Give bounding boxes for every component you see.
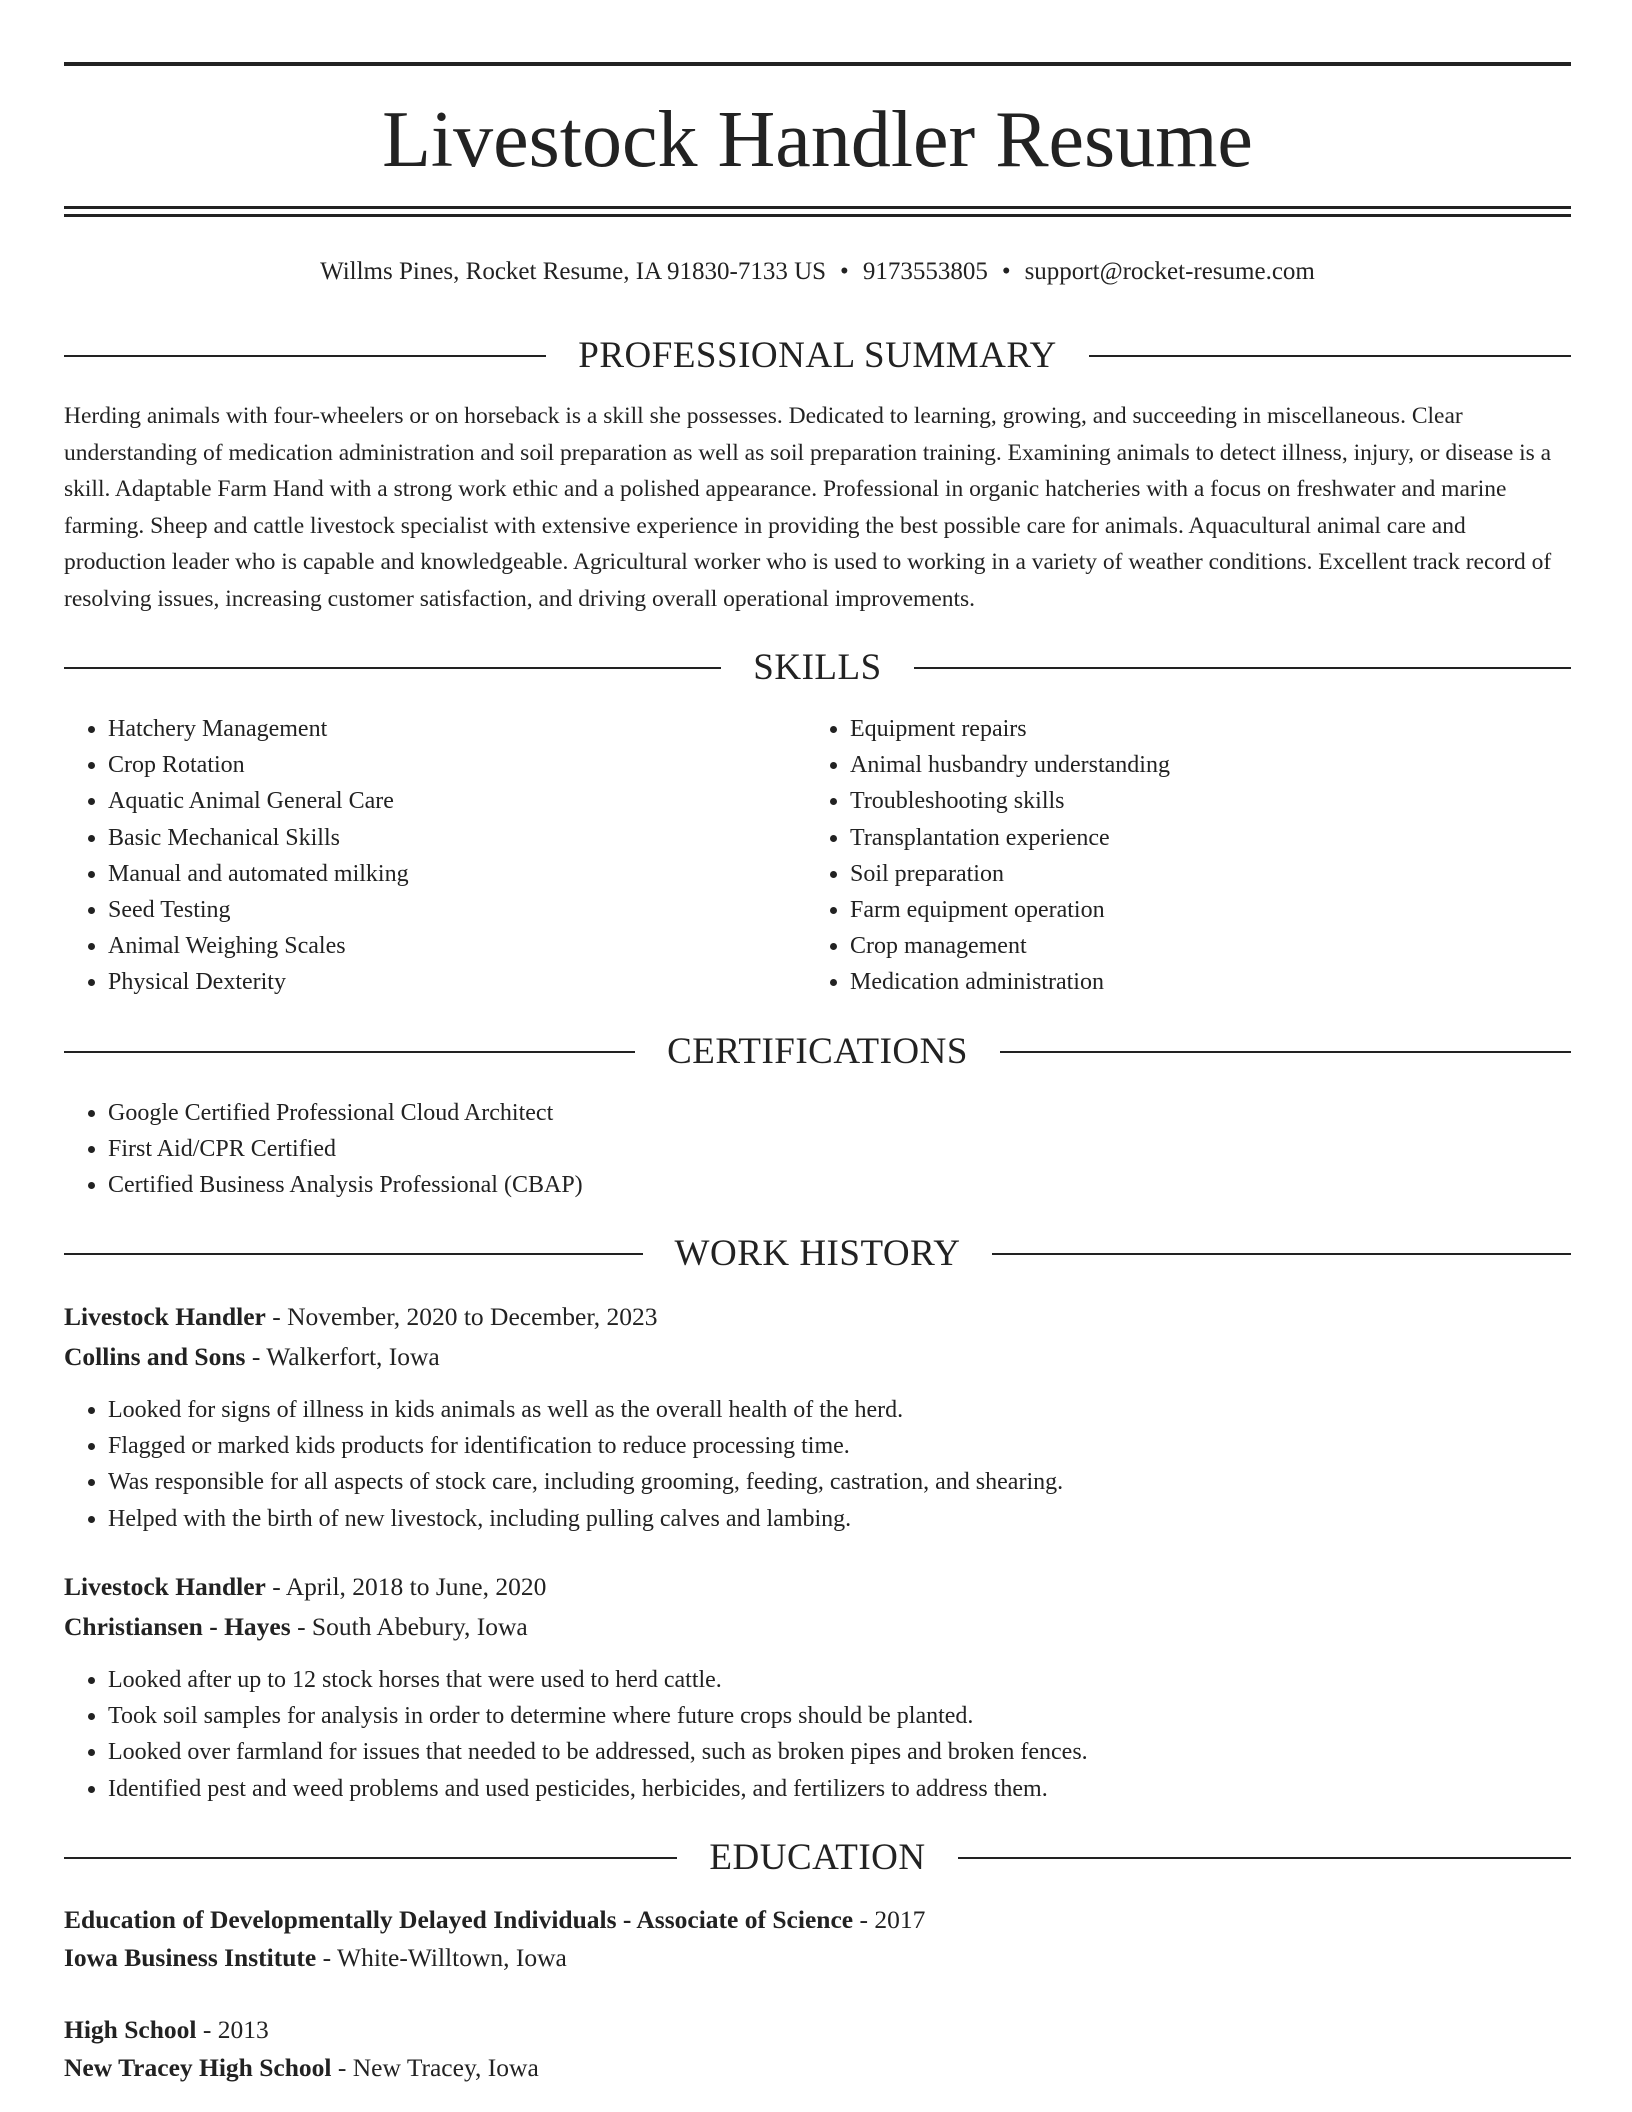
job-bullet: • Flagged or marked kids products for identification to reduce processing time. xyxy=(108,1428,1558,1464)
job-bullet: • Took soil samples for analysis in order to determine where future crops should be planted. xyxy=(108,1698,1558,1734)
section-divider xyxy=(958,1857,1571,1859)
certification-item: • First Aid/CPR Certified xyxy=(108,1131,1508,1167)
job-bullet: • Identified pest and weed problems and used pesticides, herbicides, and fertilizers to address them. xyxy=(108,1771,1558,1807)
skill-item: • Seed Testing xyxy=(108,892,808,928)
certification-item: • Google Certified Professional Cloud Architect xyxy=(108,1095,1508,1131)
section-divider xyxy=(64,1051,635,1053)
education-school: Iowa Business Institute xyxy=(64,1943,317,1972)
section-divider xyxy=(64,667,721,669)
education-degree: Education of Developmentally Delayed Individuals - Associate of Science xyxy=(64,1905,854,1934)
education-degree: High School xyxy=(64,2015,197,2044)
contact-address: Willms Pines, Rocket Resume, IA 91830-7133 US xyxy=(320,258,827,285)
education-year: - 2013 xyxy=(196,2015,269,2044)
education-location: - White-Willtown, Iowa xyxy=(316,1943,567,1972)
section-title: PROFESSIONAL SUMMARY xyxy=(578,335,1057,376)
certification-item: • Certified Business Analysis Professional (CBAP) xyxy=(108,1167,1508,1203)
skills-list-right xyxy=(806,711,1550,1001)
job-bullets xyxy=(64,1392,1558,1537)
contact-email[interactable]: support@rocket-resume.com xyxy=(1024,258,1315,285)
skill-item: • Crop management xyxy=(850,928,1550,964)
certifications-list xyxy=(64,1095,1508,1204)
skill-item: • Soil preparation xyxy=(850,856,1550,892)
education-school-line xyxy=(64,1940,1571,1976)
skill-item: • Troubleshooting skills xyxy=(850,783,1550,819)
skills-section-heading xyxy=(64,646,1571,690)
job-title-line xyxy=(64,1299,1571,1335)
contact-phone: 9173553805 xyxy=(862,258,988,285)
summary-section-heading xyxy=(64,334,1571,378)
job-company-line xyxy=(64,1609,1571,1645)
job-title: Livestock Handler xyxy=(64,1302,266,1331)
skills-list-left xyxy=(64,711,808,1001)
job-title: Livestock Handler xyxy=(64,1572,266,1601)
job-bullet: • Helped with the birth of new livestock, including pulling calves and lambing. xyxy=(108,1501,1558,1537)
section-divider xyxy=(1000,1051,1571,1053)
skill-item: • Basic Mechanical Skills xyxy=(108,820,808,856)
job-location: - Walkerfort, Iowa xyxy=(245,1342,440,1371)
education-section-heading xyxy=(64,1836,1571,1880)
title-rule-lower xyxy=(64,214,1571,217)
skill-item: • Physical Dexterity xyxy=(108,964,808,1000)
job-bullet: • Was responsible for all aspects of stock care, including grooming, feeding, castration, and shearing. xyxy=(108,1464,1558,1500)
section-divider xyxy=(64,355,546,357)
section-divider xyxy=(1089,355,1571,357)
skill-item: • Animal husbandry understanding xyxy=(850,747,1550,783)
work-section-heading xyxy=(64,1232,1571,1276)
education-school: New Tracey High School xyxy=(64,2053,332,2082)
top-rule xyxy=(64,62,1571,66)
section-divider xyxy=(64,1857,677,1859)
title-rule-upper xyxy=(64,206,1571,209)
job-bullets xyxy=(64,1662,1558,1807)
skill-item: • Equipment repairs xyxy=(850,711,1550,747)
job-title-line xyxy=(64,1569,1571,1605)
section-divider xyxy=(64,1253,643,1255)
section-divider xyxy=(992,1253,1571,1255)
education-degree-line xyxy=(64,2012,1571,2048)
skill-item: • Transplantation experience xyxy=(850,820,1550,856)
job-bullet: • Looked over farmland for issues that needed to be addressed, such as broken pipes and broken fences. xyxy=(108,1734,1558,1770)
skill-item: • Hatchery Management xyxy=(108,711,808,747)
contact-separator: • xyxy=(840,258,849,285)
page-title: Livestock Handler Resume xyxy=(382,96,1253,184)
job-company: Collins and Sons xyxy=(64,1342,246,1371)
job-bullet: • Looked for signs of illness in kids animals as well as the overall health of the herd. xyxy=(108,1392,1558,1428)
job-dates: - November, 2020 to December, 2023 xyxy=(265,1302,658,1331)
job-dates: - April, 2018 to June, 2020 xyxy=(265,1572,547,1601)
section-divider xyxy=(914,667,1571,669)
education-location: - New Tracey, Iowa xyxy=(331,2053,539,2082)
summary-text: Herding animals with four-wheelers or on horseback is a skill she possesses. Dedicated to learning, growing, and succeeding in miscellaneous. Clear understanding of medication administration and soil preparation as well as soil preparation training. Examining animals to detect illness, injury, or disease is a skill. Adaptable Farm Hand with a strong work ethic and a polished appearance. Professional in organic hatcheries with a focus on freshwater and marine farming. Sheep and cattle livestock specialist with extensive experience in providing the best possible care for animals. Aquacultural animal care and production leader who is capable and knowledgeable. Agricultural worker who is used to working in a variety of weather conditions. Excellent track record of resolving issues, increasing customer satisfaction, and driving overall operational improvements. xyxy=(64,403,1552,612)
education-degree-line xyxy=(64,1902,1571,1938)
skill-item: • Medication administration xyxy=(850,964,1550,1000)
skill-item: • Animal Weighing Scales xyxy=(108,928,808,964)
skill-item: • Farm equipment operation xyxy=(850,892,1550,928)
contact-line xyxy=(64,255,1571,289)
section-title: CERTIFICATIONS xyxy=(667,1031,968,1072)
section-title: WORK HISTORY xyxy=(674,1233,961,1274)
job-bullet: • Looked after up to 12 stock horses that were used to herd cattle. xyxy=(108,1662,1558,1698)
education-school-line xyxy=(64,2050,1571,2086)
contact-separator: • xyxy=(1001,258,1011,285)
section-title: SKILLS xyxy=(753,647,882,688)
skill-item: • Crop Rotation xyxy=(108,747,808,783)
education-year: - 2017 xyxy=(853,1905,926,1934)
certifications-section-heading xyxy=(64,1030,1571,1074)
job-location: - South Abebury, Iowa xyxy=(290,1612,528,1641)
skill-item: • Aquatic Animal General Care xyxy=(108,783,808,819)
skill-item: • Manual and automated milking xyxy=(108,856,808,892)
section-title: EDUCATION xyxy=(709,1837,926,1878)
job-company-line xyxy=(64,1339,1571,1375)
job-company: Christiansen - Hayes xyxy=(64,1612,291,1641)
